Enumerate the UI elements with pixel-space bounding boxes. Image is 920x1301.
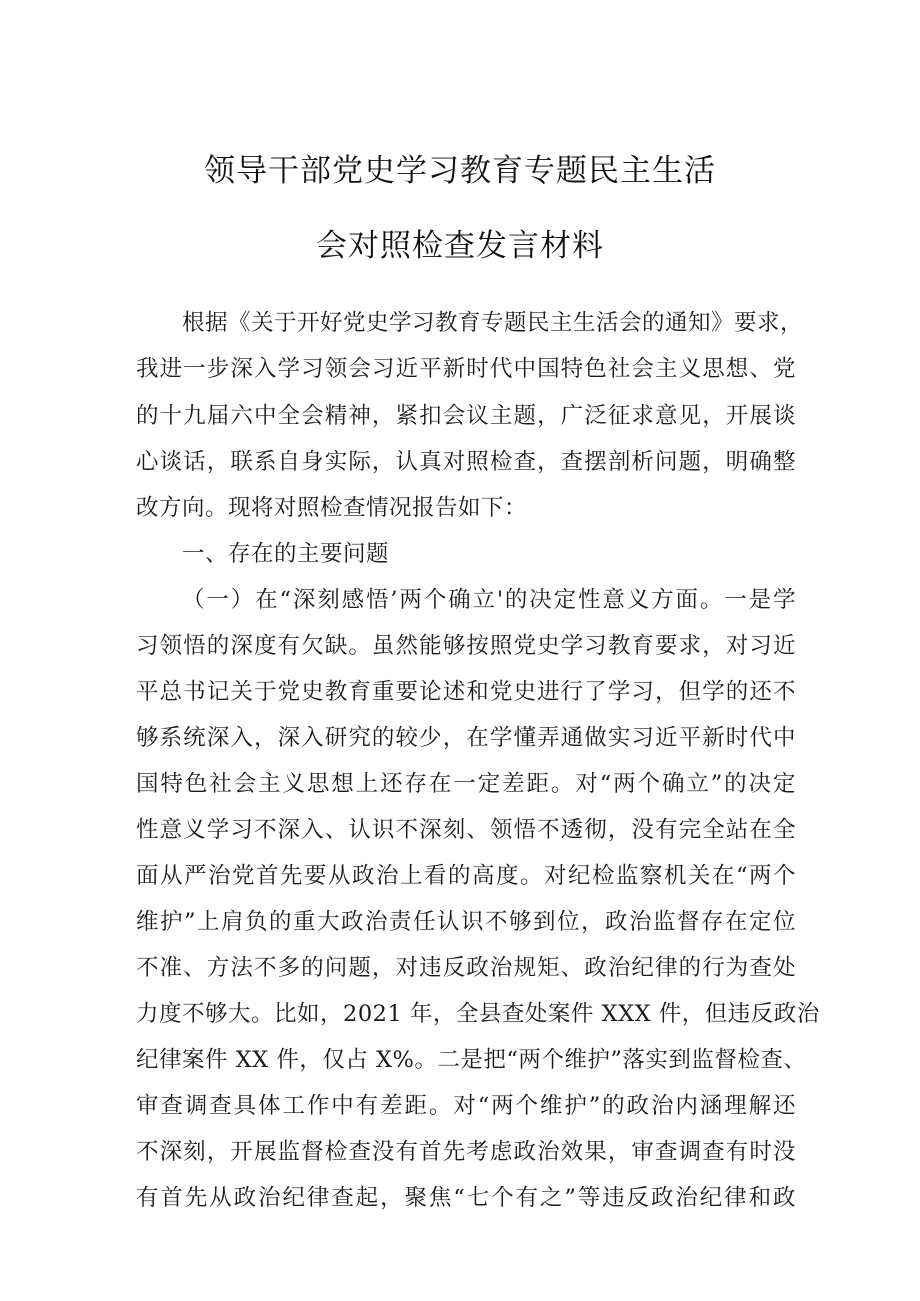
- body-line-7: （一）在“深刻感悟’两个确立'的决定性意义方面。一是学: [182, 587, 796, 613]
- document-title-line-1: 领导干部党史学习教育专题民主生活: [204, 153, 716, 189]
- body-line-10: 够系统深入，深入研究的较少，在学懂弄通做实习近平新时代中: [136, 725, 796, 751]
- body-line-12: 性意义学习不深入、认识不深刻、领悟不透彻，没有完全站在全: [136, 817, 796, 843]
- body-line-3: 的十九届六中全会精神，紧扣会议主题，广泛征求意见，开展谈: [136, 403, 796, 429]
- body-line-16: 力度不够大。比如，2021 年，全县查处案件 XXX 件，但违反政治: [136, 1001, 820, 1027]
- body-line-1: 根据《关于开好党史学习教育专题民主生活会的通知》要求，: [182, 310, 804, 336]
- document-title-line-2: 会对照检查发言材料: [316, 228, 604, 264]
- section-heading: 一、存在的主要问题: [182, 541, 390, 567]
- body-line-13: 面从严治党首先要从政治上看的高度。对纪检监察机关在“两个: [136, 863, 796, 889]
- body-line-19: 不深刻，开展监督检查没有首先考虑政治效果，审查调查有时没: [136, 1139, 796, 1165]
- body-line-18: 审查调查具体工作中有差距。对“两个维护”的政治内涵理解还: [136, 1093, 796, 1119]
- body-line-11: 国特色社会主义思想上还存在一定差距。对“两个确立”的决定: [136, 771, 796, 797]
- body-line-20: 有首先从政治纪律查起，聚焦“七个有之”等违反政治纪律和政: [136, 1185, 796, 1211]
- body-line-14: 维护”上肩负的重大政治责任认识不够到位，政治监督存在定位: [136, 909, 796, 935]
- body-line-17: 纪律案件 XX 件，仅占 X%。二是把“两个维护”落实到监督检查、: [136, 1047, 807, 1073]
- body-line-15: 不准、方法不多的问题，对违反政治规矩、政治纪律的行为查处: [136, 955, 796, 981]
- body-line-5: 改方向。现将对照检查情况报告如下：: [136, 495, 528, 521]
- body-line-9: 平总书记关于党史教育重要论述和党史进行了学习，但学的还不: [136, 679, 796, 705]
- body-line-2: 我进一步深入学习领会习近平新时代中国特色社会主义思想、党: [136, 356, 796, 382]
- body-line-4: 心谈话，联系自身实际，认真对照检查，查摆剖析问题，明确整: [136, 449, 796, 475]
- body-line-8: 习领悟的深度有欠缺。虽然能够按照党史学习教育要求，对习近: [136, 633, 796, 659]
